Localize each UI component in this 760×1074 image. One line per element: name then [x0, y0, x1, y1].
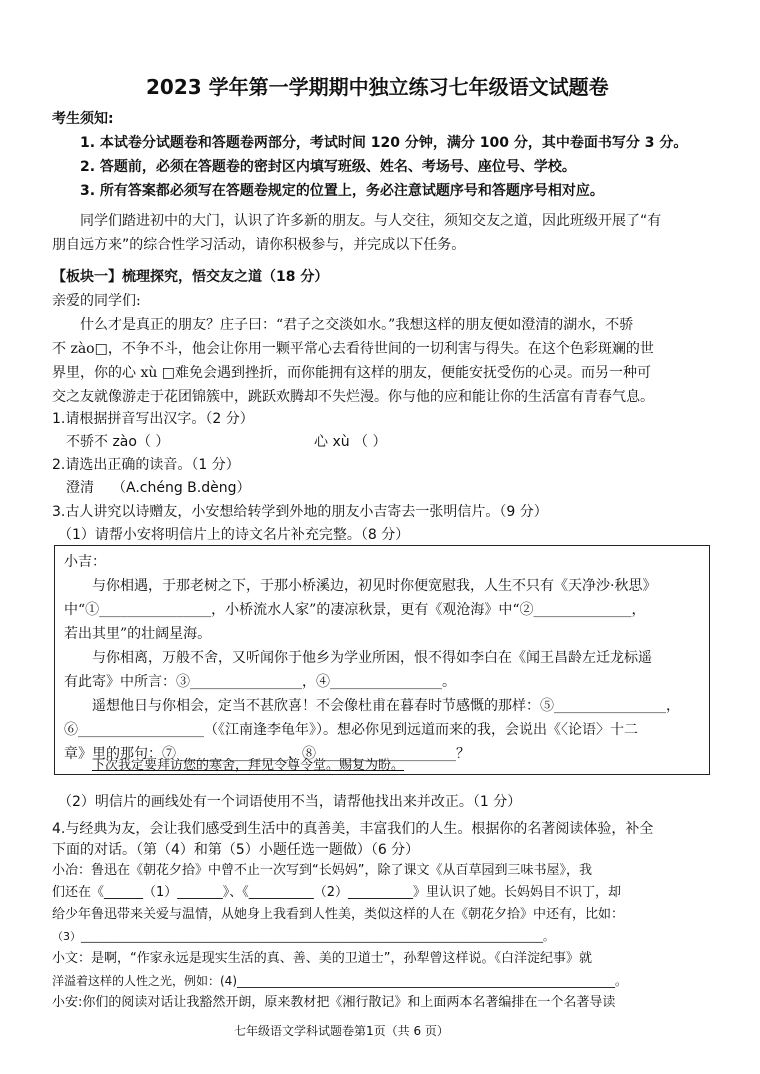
dialogue-line: 小文：是啊，“作家永远是现实生活的真、善、美的卫道士”，孙犁曾这样说。《白洋淀纪事》就 [52, 951, 592, 966]
sub-question: （1）请帮小安将明信片上的诗文名片补充完整。（8 分） [58, 527, 410, 543]
postcard-line: 小吉： [64, 554, 106, 570]
intro-text: 朋自远方来”的综合性学习活动，请你积极参与，并完成以下任务。 [52, 237, 466, 253]
passage-line: 什么才是真正的朋友？庄子曰：“君子之交淡如水。”我想这样的朋友便如澄清的湖水，不骄 [80, 317, 634, 333]
dialogue-line: 洋溢着这样的人性之光，例如：(4)_______________________________________________________________。 [52, 974, 627, 988]
postcard-line: 与你相离，万般不舍，又听闻你于他乡为学业所困，恨不得如李白在《闻王昌龄左迁龙标遥 [92, 650, 652, 666]
page-title: 2023 学年第一学期期中独立练习七年级语文试题卷 [146, 75, 609, 99]
question-line: 4.与经典为友，会让我们感受到生活中的真善美，丰富我们的人生。根据你的名著阅读体验，补全 [52, 821, 654, 837]
sub-question: （2）明信片的画线处有一个词语使用不当，请帮他找出来并改正。（1 分） [58, 794, 522, 810]
postcard-line: 遥想他日与你相会，定当不甚欣喜！不会像杜甫在暮春时节感慨的那样：⑤________________， [92, 698, 680, 714]
dialogue-line: 小安:你们的阅读对话让我豁然开朗，原来教材把《湘行散记》和上面两本名著编排在一个名著导读 [52, 995, 616, 1010]
answer-options: （A.chéng B.dèng） [112, 480, 251, 496]
question-stem: 2.请选出正确的读音。（1 分） [52, 457, 240, 473]
question-stem: 3.古人讲究以诗赠友，小安想给转学到外地的朋友小吉寄去一张明信片。（9 分） [52, 504, 548, 520]
page-footer: 七年级语文学科试题卷第1页（共 6 页） [234, 1024, 449, 1038]
postcard-underlined-line: 下次我定要拜访您的寒舍，拜见令尊令堂。赐复为盼。 [92, 758, 405, 773]
notice-item: 2. 答题前，必须在答题卷的密封区内填写班级、姓名、考场号、座位号、学校。 [80, 159, 576, 175]
question-line: 下面的对话。（第（4）和第（5）小题任选一题做）（6 分） [52, 842, 420, 858]
answer-blank: 不骄不 zào（ ） [66, 434, 170, 450]
postcard-line: 中“①________________，小桥流水人家”的凄凉秋景，更有《观沧海》中“②______________， [64, 602, 646, 618]
dialogue-line: 们还在《______（1）_______》、《__________（2）__________》里认识了她。长妈妈目不识丁，却 [52, 885, 622, 900]
dialogue-line: 小冶：鲁迅在《朝花夕拾》中曾不止一次写到“长妈妈”，除了课文《从百草园到三味书屋》，我 [52, 863, 592, 878]
notice-item: 1. 本试卷分试题卷和答题卷两部分，考试时间 120 分钟，满分 100 分，其中卷面书写分 3 分。 [80, 135, 688, 151]
postcard-line: 有此寄》中所言：③________________，④________________。 [64, 674, 456, 690]
notice-heading: 考生须知: [52, 111, 114, 127]
passage-line: 不 zào□，不争不斗，他会让你用一颗平常心去看待世间的一切利害与得失。在这个色彩斑斓的世 [52, 341, 654, 357]
postcard-line: ⑥__________________（《江南逢李龟年》）。想必你见到远道而来的我，会说出《〈论语〉十二 [64, 722, 638, 738]
dialogue-line: 给少年鲁迅带来关爱与温情，从她身上我看到人性美，类似这样的人在《朝花夕拾》中还有，比如： [52, 907, 625, 922]
postcard-line: 若出其里”的壮阔星海。 [64, 626, 212, 642]
question-stem: 1.请根据拼音写出汉字。（2 分） [52, 411, 254, 427]
postcard-line: 与你相遇，于那老树之下，于那小桥溪边，初见时你便宽慰我，人生不只有《天净沙·秋思》 [92, 578, 657, 594]
intro-text: 同学们踏进初中的大门，认识了许多新的朋友。与人交往，须知交友之道，因此班级开展了“有 [80, 213, 662, 229]
answer-blank: 心 xù （ ） [314, 434, 387, 450]
dialogue-line: （3）____________________________________________________________________________________。 [52, 930, 554, 943]
greeting: 亲爱的同学们: [52, 293, 141, 309]
passage-line: 界里，你的心 xù □难免会遇到挫折，而你能拥有这样的朋友，便能安抚受伤的心灵。而另一种可 [52, 365, 652, 381]
section-heading: 【板块一】梳理探究，悟交友之道（18 分） [52, 269, 329, 285]
notice-item: 3. 所有答案都必须写在答题卷规定的位置上，务必注意试题序号和答题序号相对应。 [80, 183, 604, 199]
target-word: 澄清 [66, 480, 94, 496]
passage-line: 交之友就像游走于花团锦簇中，跳跃欢腾却不失烂漫。你与他的应和能让你的生活富有青春气息。 [52, 389, 654, 405]
postcard-line: 章》里的那句：⑦________________，⑧____________________？ [64, 746, 470, 762]
